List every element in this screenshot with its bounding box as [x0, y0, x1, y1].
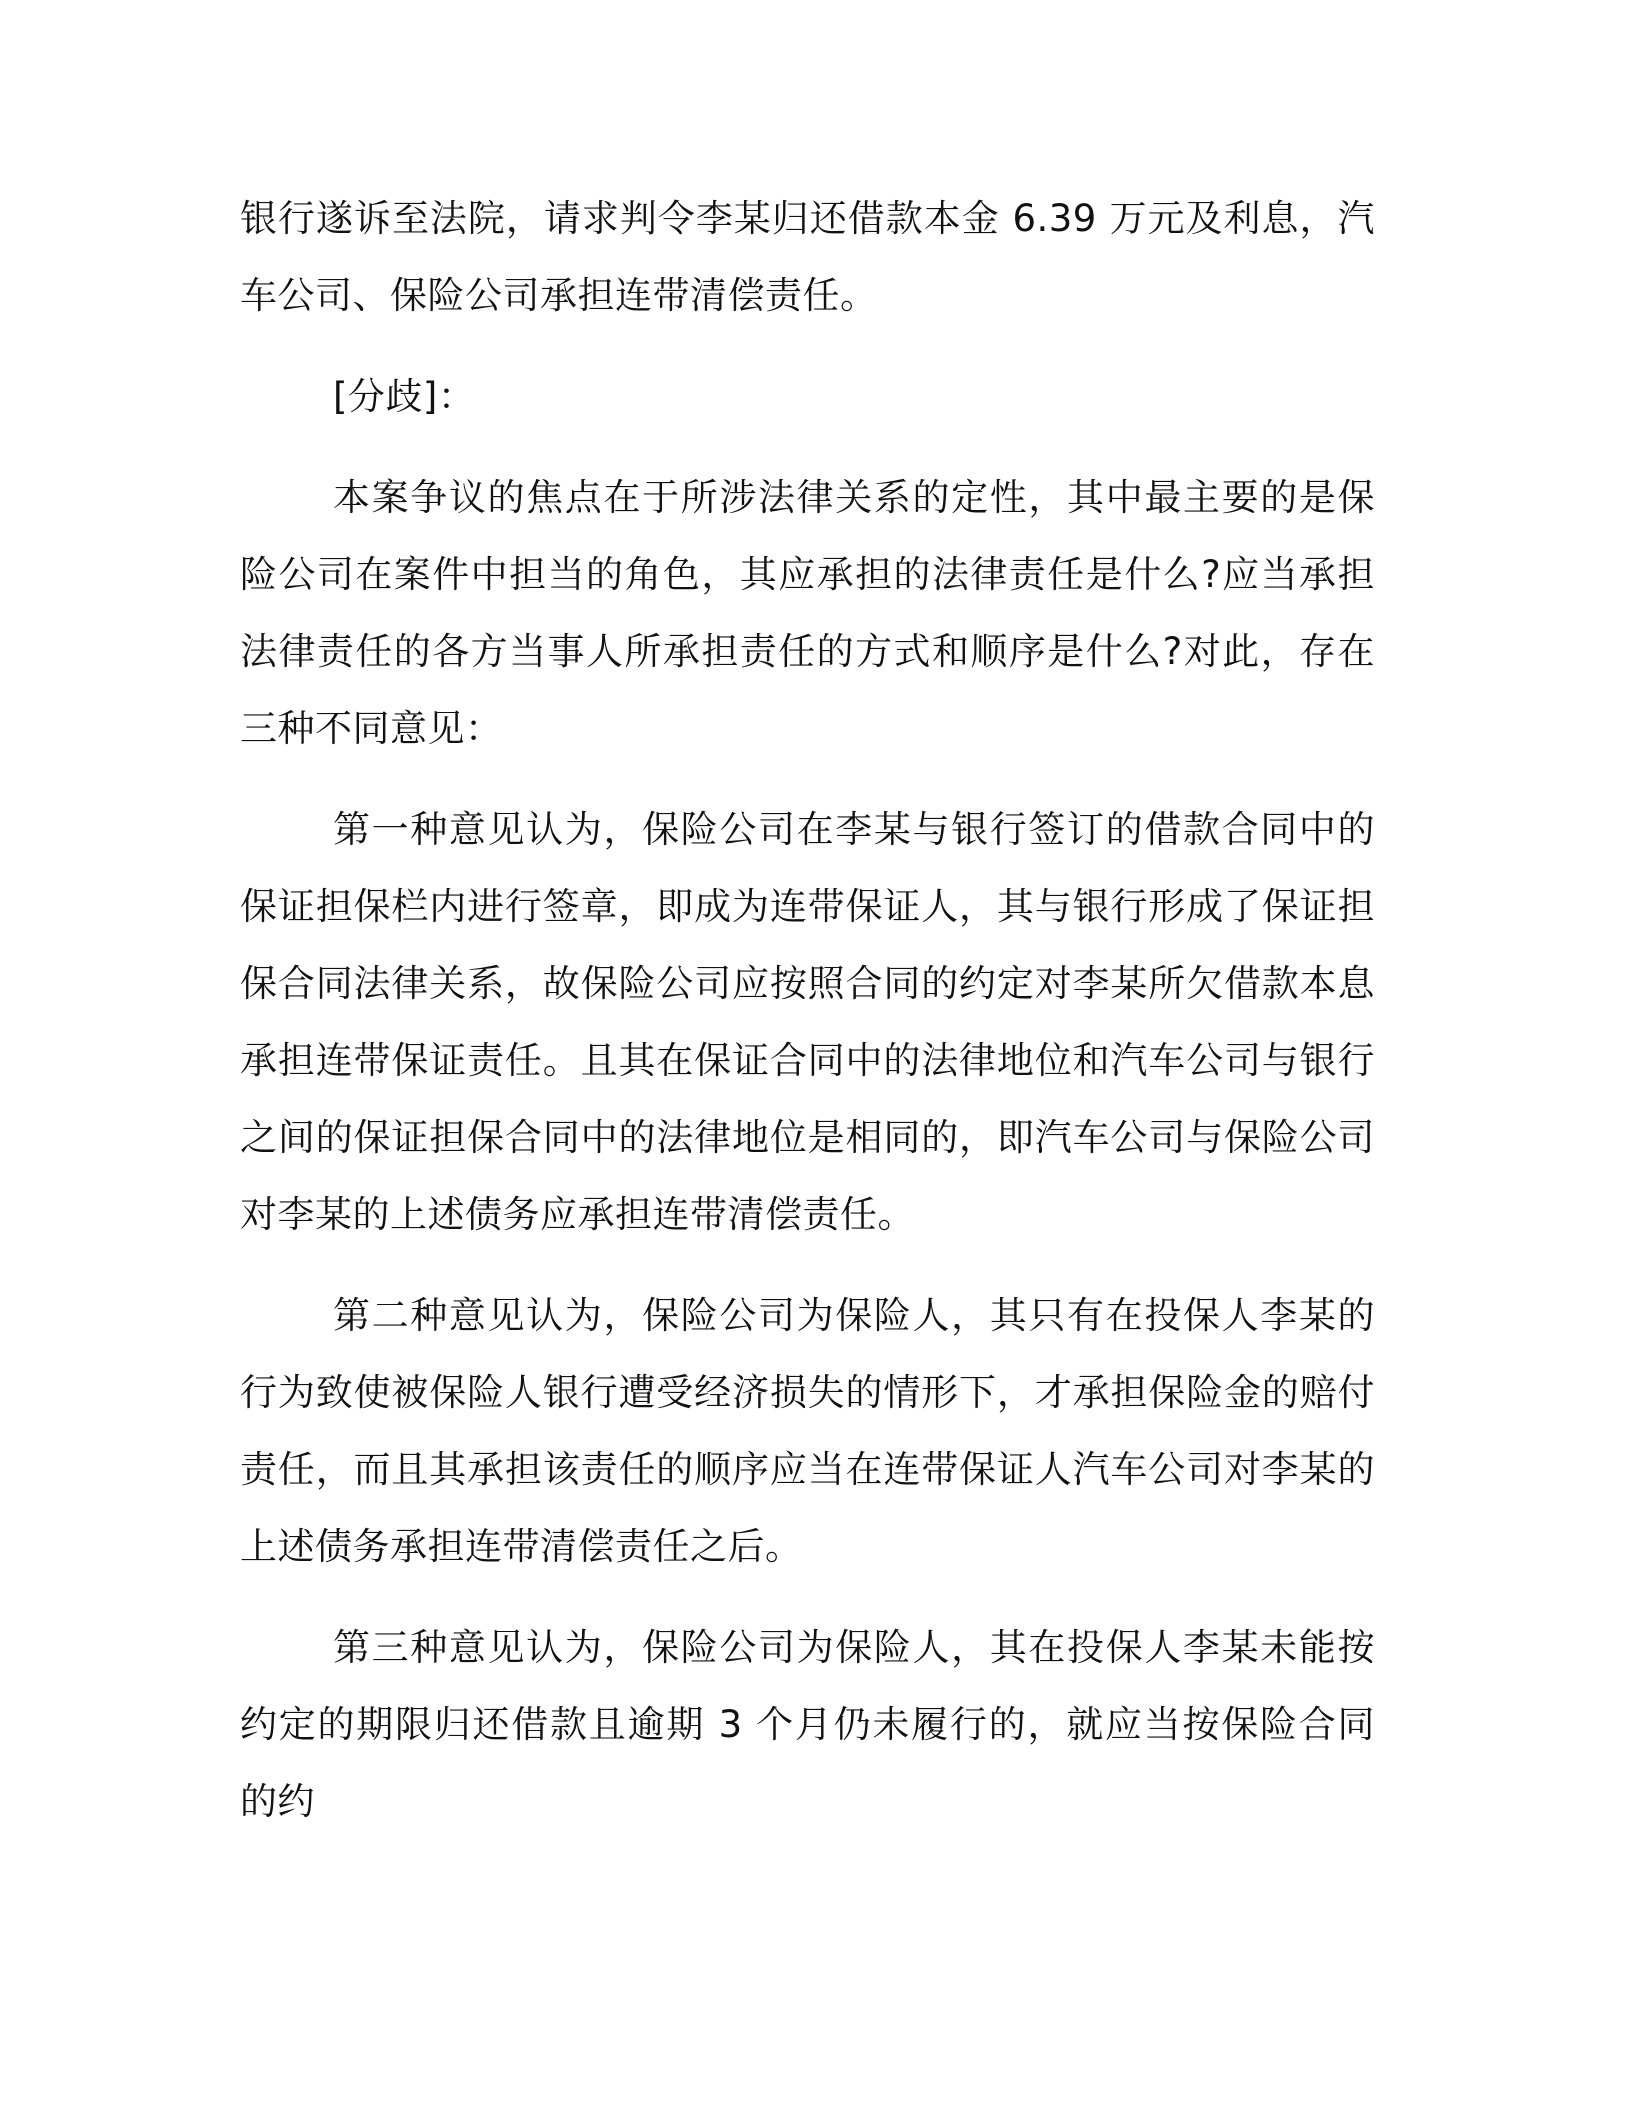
paragraph-first-opinion: 第一种意见认为，保险公司在李某与银行签订的借款合同中的保证担保栏内进行签章，即成为连带保证人，其与银行形成了保证担保合同法律关系，故保险公司应按照合同的约定对李某所欠借款本息承担连带保证责任。且其在保证合同中的法律地位和汽车公司与银行之间的保证担保合同中的法律地位是相同的，即汽车公司与保险公司对李某的上述债务应承担连带清偿责任。	[240, 808, 1375, 1236]
paragraph-dispute-focus: 本案争议的焦点在于所涉法律关系的定性，其中最主要的是保险公司在案件中担当的角色，其应承担的法律责任是什么?应当承担法律责任的各方当事人所承担责任的方式和顺序是什么?对此，存在三种不同意见：	[240, 476, 1375, 750]
paragraph-heading-disagreement: [分歧]：	[333, 375, 476, 418]
document-body	[240, 180, 1375, 1864]
paragraph-second-opinion: 第二种意见认为，保险公司为保险人，其只有在投保人李某的行为致使被保险人银行遭受经济损失的情形下，才承担保险金的赔付责任，而且其承担该责任的顺序应当在连带保证人汽车公司对李某的上述债务承担连带清偿责任之后。	[240, 1294, 1375, 1568]
paragraph-continuation: 银行遂诉至法院，请求判令李某归还借款本金 6.39 万元及利息，汽车公司、保险公司承担连带清偿责任。	[240, 197, 1375, 317]
paragraph-third-opinion: 第三种意见认为，保险公司为保险人，其在投保人李某未能按约定的期限归还借款且逾期 3 个月仍未履行的，就应当按保险合同的约	[240, 1626, 1375, 1823]
